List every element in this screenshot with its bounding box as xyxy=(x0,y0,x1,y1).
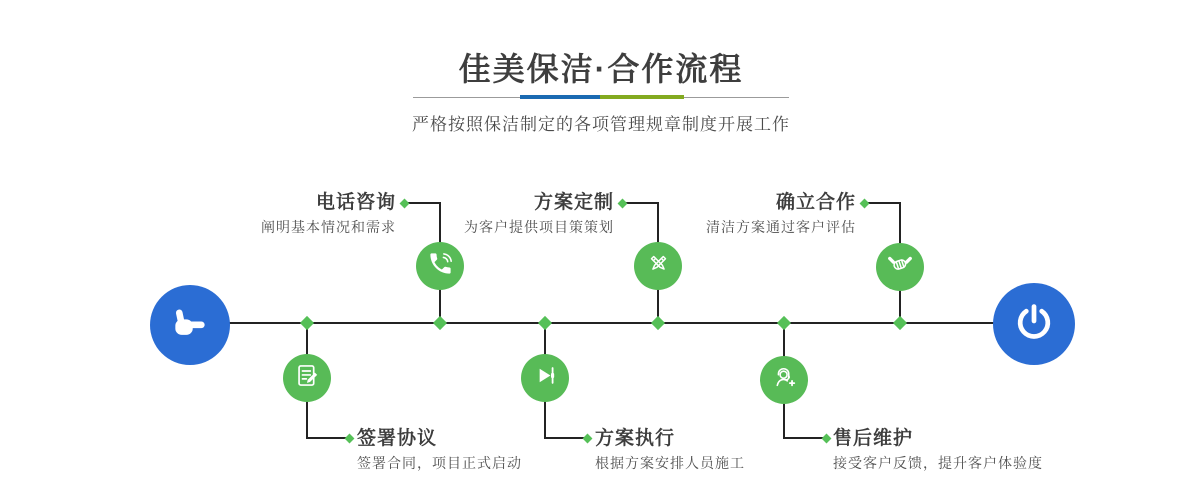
step-desc: 接受客户反馈，提升客户体验度 xyxy=(833,455,1043,471)
step-desc: 阐明基本情况和需求 xyxy=(261,219,396,235)
timeline-diamond xyxy=(538,316,552,330)
play-slider-icon xyxy=(532,362,559,394)
label-diamond xyxy=(860,199,870,209)
step-label xyxy=(156,192,396,236)
step-label xyxy=(833,428,1113,472)
step-label xyxy=(374,192,614,236)
step-desc: 根据方案安排人员施工 xyxy=(595,455,745,471)
step-desc: 为客户提供项目策策划 xyxy=(464,219,614,235)
step-circle xyxy=(760,356,808,404)
connector xyxy=(306,437,346,439)
headset-person-icon xyxy=(771,364,798,396)
step-desc: 签署合同，项目正式启动 xyxy=(357,455,522,471)
divider-green-segment xyxy=(600,95,684,99)
step-title: 方案执行 xyxy=(595,428,676,449)
step-desc: 清洁方案通过客户评估 xyxy=(706,219,856,235)
timeline xyxy=(228,322,996,324)
phone-icon xyxy=(427,250,454,282)
end-node xyxy=(993,283,1075,365)
step-circle xyxy=(876,243,924,291)
step-circle xyxy=(634,242,682,290)
page-title: 佳美保洁·合作流程 xyxy=(458,51,744,87)
step-title: 电话咨询 xyxy=(315,192,396,213)
step-circle xyxy=(283,354,331,402)
handshake-icon xyxy=(886,251,914,284)
timeline-diamond xyxy=(893,316,907,330)
page-subtitle: 严格按照保洁制定的各项管理规章制度开展工作 xyxy=(412,115,790,134)
timeline-diamond xyxy=(433,316,447,330)
step-label xyxy=(595,428,855,472)
design-tools-icon xyxy=(645,250,672,282)
timeline-diamond xyxy=(300,316,314,330)
timeline-diamond xyxy=(777,316,791,330)
step-circle xyxy=(521,354,569,402)
pointing-hand-icon xyxy=(168,301,212,350)
contract-pen-icon xyxy=(294,362,321,394)
step-label xyxy=(616,192,856,236)
step-title: 确立合作 xyxy=(775,192,856,213)
connector xyxy=(868,202,901,204)
label-diamond xyxy=(345,434,355,444)
timeline-diamond xyxy=(651,316,665,330)
divider-blue-segment xyxy=(520,95,600,99)
start-node xyxy=(150,285,230,365)
step-title: 方案定制 xyxy=(533,192,614,213)
step-label xyxy=(357,428,617,472)
step-circle xyxy=(416,242,464,290)
power-icon xyxy=(1013,301,1055,348)
step-title: 签署协议 xyxy=(357,428,438,449)
step-title: 售后维护 xyxy=(833,428,914,449)
